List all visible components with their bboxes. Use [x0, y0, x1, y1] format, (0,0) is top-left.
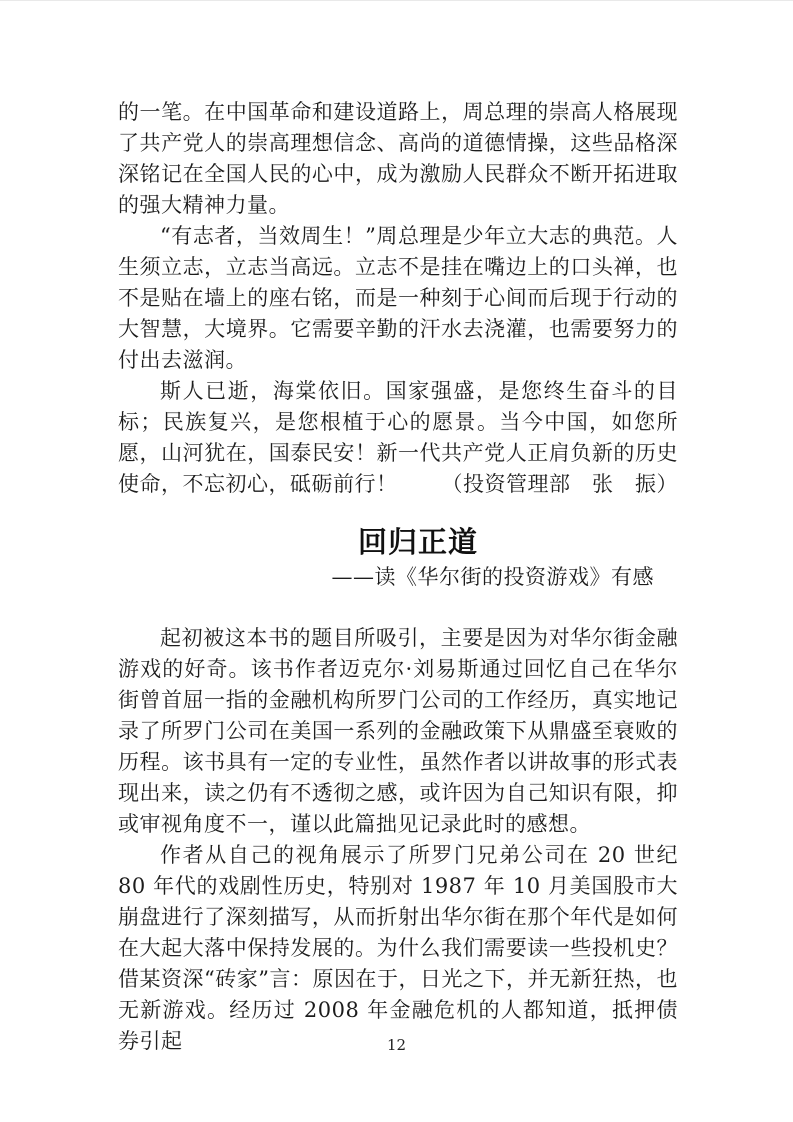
- paragraph-with-attribution: [118, 376, 678, 500]
- page-number: 12: [386, 1036, 407, 1054]
- text-column: [118, 97, 678, 1057]
- paragraph-text: 斯人已逝，海棠依旧。国家强盛，是您终生奋斗的目标；民族复兴，是您根植于心的愿景。当今中国，如您所愿，山河犹在，国泰民安！新一代共产党人正肩负新的历史使命，不忘初心，砥砺前行！: [118, 379, 678, 496]
- paragraph-continuation: 的一笔。在中国革命和建设道路上，周总理的崇高人格展现了共产党人的崇高理想信念、高尚的道德情操，这些品格深深铭记在全国人民的心中，成为激励人民群众不断开拓进取的强大精神力量。: [118, 100, 678, 217]
- author-attribution: （投资管理部 张 振）: [441, 472, 678, 496]
- paragraph: “有志者，当效周生！”周总理是少年立大志的典范。人生须立志，立志当高远。立志不是挂在嘴边上的口头禅，也不是贴在墙上的座右铭，而是一种刻于心间而后现于行动的大智慧，大境界。它需要辛勤的汗水去浇灌，也需要努力的付出去滋润。: [118, 224, 678, 372]
- article-title: 回归正道: [357, 525, 478, 559]
- paragraph: 作者从自己的视角展示了所罗门兄弟公司在 20 世纪 80 年代的戏剧性历史，特别对 1987 年 10 月美国股市大崩盘进行了深刻描写，从而折射出华尔街在那个年代是如何在大起大落中保持发展的。为什么我们需要读一些投机史？借某资深“砖家”言：原因在于，日光之下，并无新狂热，也无新游戏。经历过 2008 年金融危机的人都知道，抵押债券引起: [118, 843, 678, 1053]
- paragraph: 起初被这本书的题目所吸引，主要是因为对华尔街金融游戏的好奇。该书作者迈克尔·刘易斯通过回忆自己在华尔街曾首屈一指的金融机构所罗门公司的工作经历，真实地记录了所罗门公司在美国一系列的金融政策下从鼎盛至衰败的历程。该书具有一定的专业性，虽然作者以讲故事的形式表现出来，读之仍有不透彻之感，或许因为自己知识有限，抑或审视角度不一，谨以此篇拙见记录此时的感想。: [118, 626, 678, 836]
- article-subtitle: ——读《华尔街的投资游戏》有感: [331, 565, 654, 589]
